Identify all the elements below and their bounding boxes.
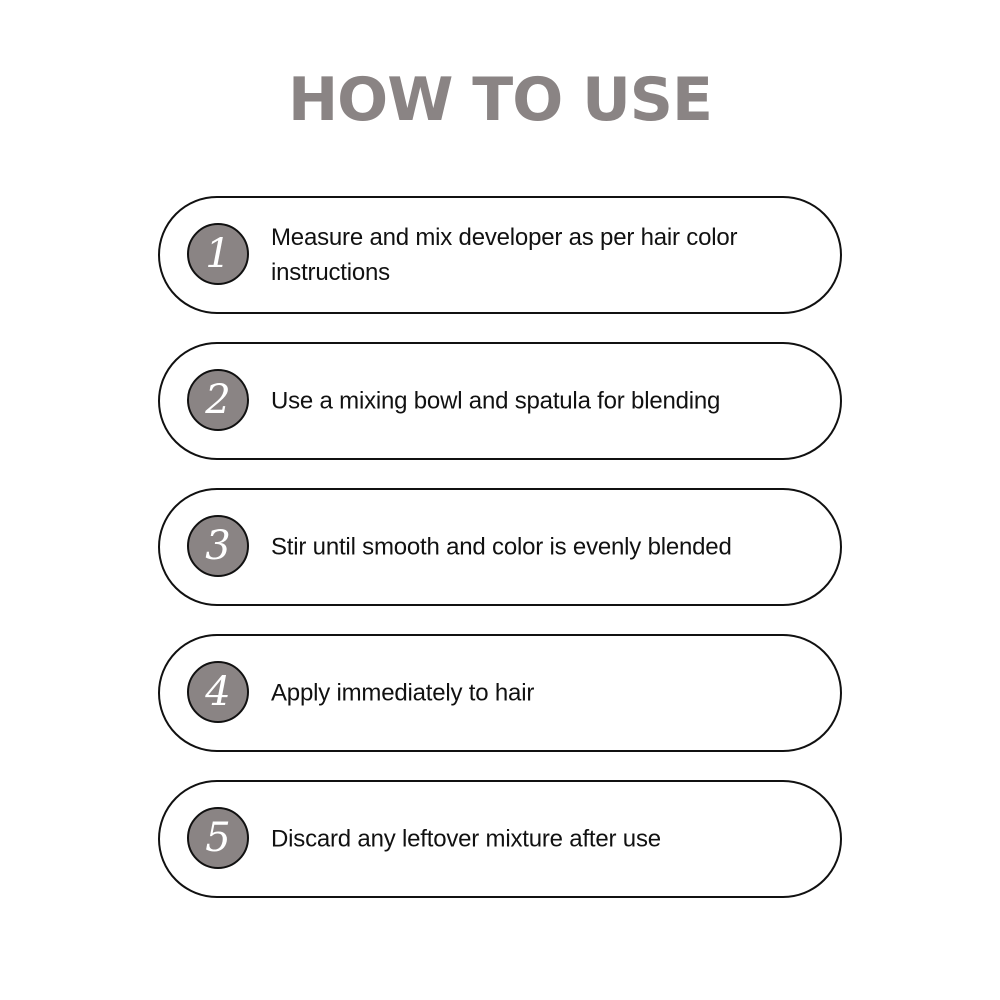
step-number-badge: 2 xyxy=(187,369,249,431)
step-text: Measure and mix developer as per hair color instructions xyxy=(271,224,738,286)
step-text: Discard any leftover mixture after use xyxy=(271,825,661,853)
step-number-badge: 3 xyxy=(187,515,249,577)
step-number-badge: 4 xyxy=(187,661,249,723)
step-text: Stir until smooth and color is evenly blended xyxy=(271,533,732,561)
step-card xyxy=(158,780,842,898)
step-number-badge: 5 xyxy=(187,807,249,869)
steps-list xyxy=(158,196,842,898)
step-card xyxy=(158,196,842,314)
page-title: HOW TO USE xyxy=(287,65,713,135)
step-number-badge: 1 xyxy=(187,223,249,285)
step-text: Use a mixing bowl and spatula for blending xyxy=(271,387,721,415)
step-card xyxy=(158,342,842,460)
step-text: Apply immediately to hair xyxy=(271,679,535,707)
step-card xyxy=(158,634,842,752)
step-card xyxy=(158,488,842,606)
